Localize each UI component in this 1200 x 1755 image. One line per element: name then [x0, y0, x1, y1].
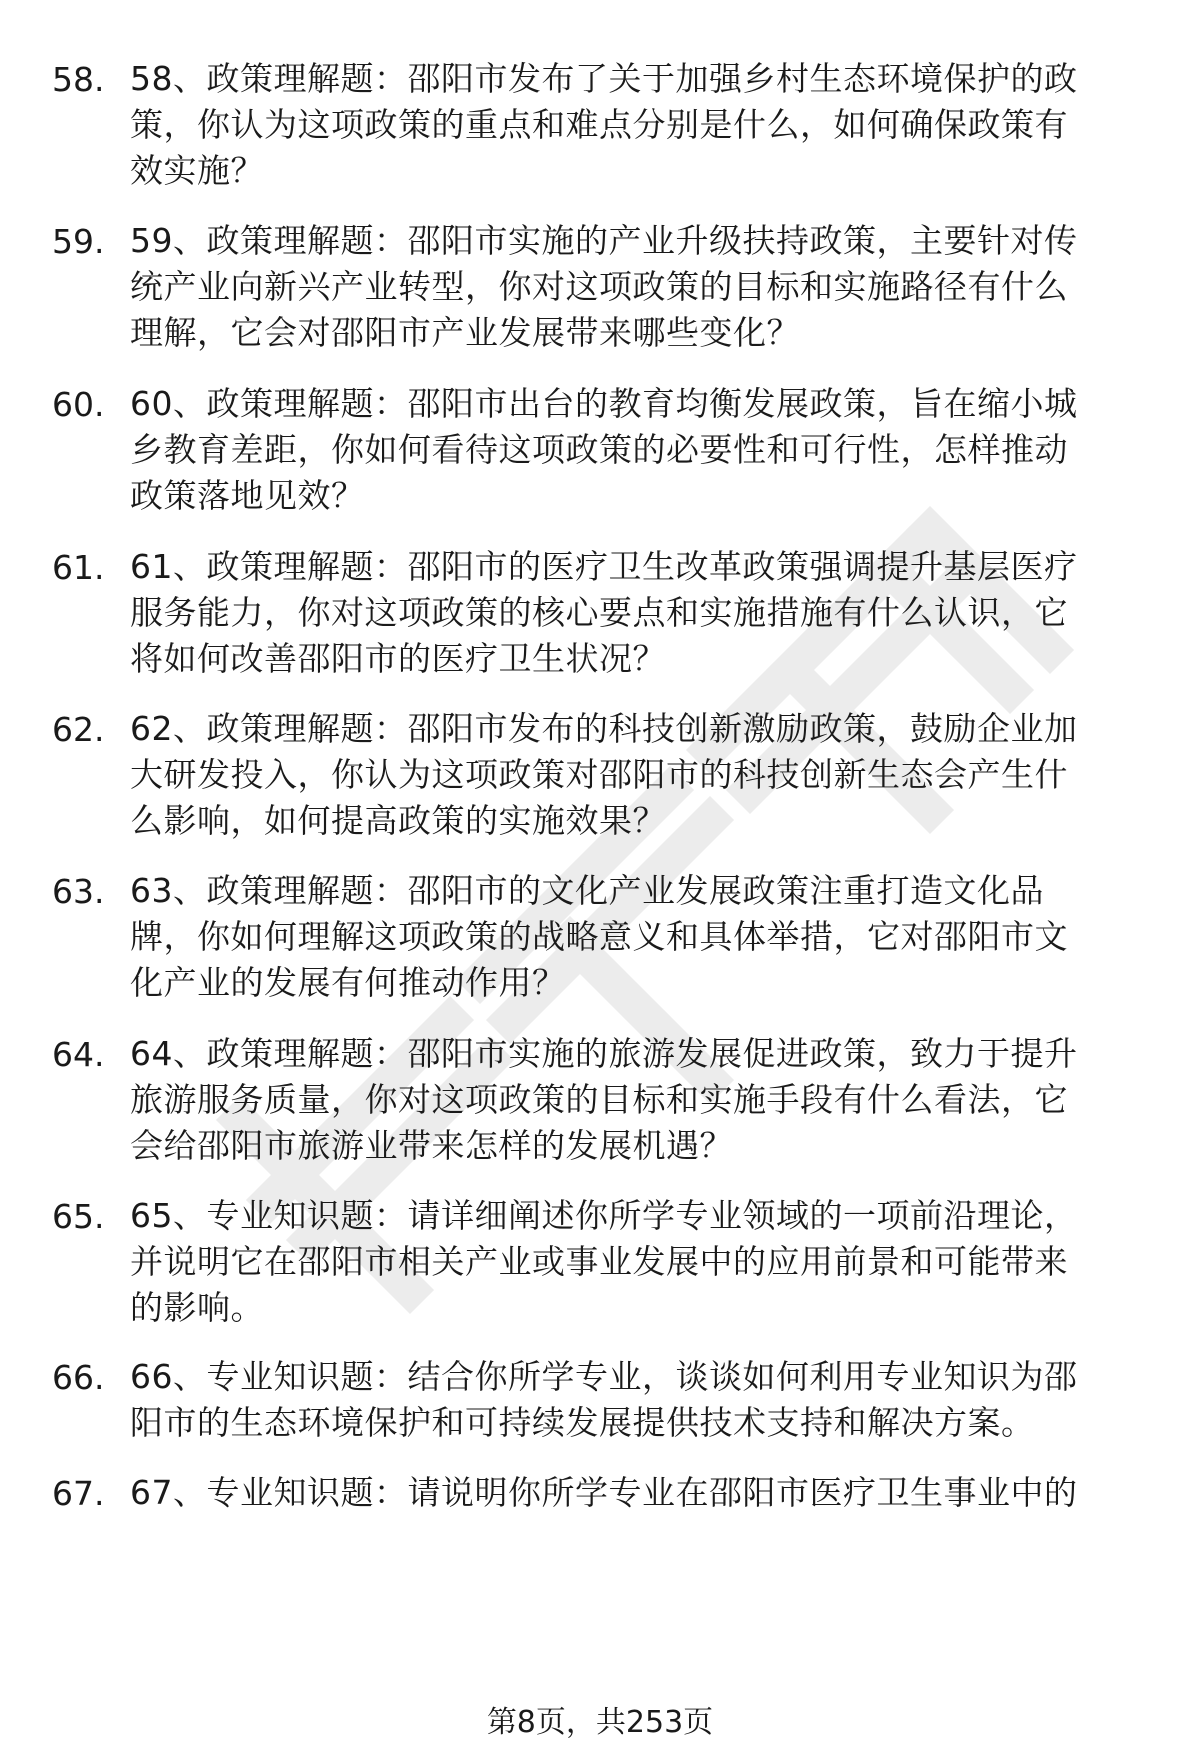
question-line: 60、政策理解题：邵阳市出台的教育均衡发展政策，旨在缩小城: [130, 384, 1078, 423]
question-text: [130, 544, 1160, 682]
question-number: 63.: [52, 872, 105, 911]
question-text: [130, 218, 1160, 356]
question-line: 化产业的发展有何推动作用？: [130, 963, 566, 1002]
question-text: [130, 1031, 1160, 1169]
question-line: 阳市的生态环境保护和可持续发展提供技术支持和解决方案。: [130, 1403, 1035, 1442]
question-line: 服务能力，你对这项政策的核心要点和实施措施有什么认识，它: [130, 593, 1068, 632]
question-line: 并说明它在邵阳市相关产业或事业发展中的应用前景和可能带来: [130, 1242, 1068, 1281]
question-number: 60.: [52, 385, 105, 424]
question-number: 62.: [52, 710, 105, 749]
question-number: 58.: [52, 60, 105, 99]
question-line: 策，你认为这项政策的重点和难点分别是什么，如何确保政策有: [130, 105, 1068, 144]
question-line: 乡教育差距，你如何看待这项政策的必要性和可行性，怎样推动: [130, 430, 1068, 469]
question-line: 64、政策理解题：邵阳市实施的旅游发展促进政策，致力于提升: [130, 1034, 1078, 1073]
question-line: 62、政策理解题：邵阳市发布的科技创新激励政策，鼓励企业加: [130, 709, 1078, 748]
question-text: [130, 1354, 1160, 1446]
question-line: 大研发投入，你认为这项政策对邵阳市的科技创新生态会产生什: [130, 755, 1068, 794]
question-line: 65、专业知识题：请详细阐述你所学专业领域的一项前沿理论，: [130, 1196, 1078, 1235]
question-number: 66.: [52, 1358, 105, 1397]
question-line: 么影响，如何提高政策的实施效果？: [130, 801, 666, 840]
question-line: 66、专业知识题：结合你所学专业，谈谈如何利用专业知识为邵: [130, 1357, 1078, 1396]
question-line: 的影响。: [130, 1288, 264, 1327]
question-number: 67.: [52, 1474, 105, 1513]
question-line: 会给邵阳市旅游业带来怎样的发展机遇？: [130, 1126, 733, 1165]
question-text: [130, 868, 1160, 1006]
question-line: 59、政策理解题：邵阳市实施的产业升级扶持政策，主要针对传: [130, 221, 1078, 260]
question-line: 理解，它会对邵阳市产业发展带来哪些变化？: [130, 313, 800, 352]
question-line: 旅游服务质量，你对这项政策的目标和实施手段有什么看法，它: [130, 1080, 1068, 1119]
question-line: 将如何改善邵阳市的医疗卫生状况？: [130, 639, 666, 678]
question-line: 政策落地见效？: [130, 476, 365, 515]
question-text: [130, 706, 1160, 844]
question-text: [130, 56, 1160, 194]
question-line: 58、政策理解题：邵阳市发布了关于加强乡村生态环境保护的政: [130, 59, 1078, 98]
page-number: 第8页，共253页: [486, 1705, 714, 1740]
question-number: 65.: [52, 1197, 105, 1236]
question-line: 61、政策理解题：邵阳市的医疗卫生改革政策强调提升基层医疗: [130, 547, 1078, 586]
question-text: [130, 1193, 1160, 1331]
question-line: 统产业向新兴产业转型，你对这项政策的目标和实施路径有什么: [130, 267, 1068, 306]
question-number: 59.: [52, 222, 105, 261]
question-text: [130, 1470, 1160, 1516]
question-line: 效实施？: [130, 151, 264, 190]
question-number: 64.: [52, 1035, 105, 1074]
question-line: 63、政策理解题：邵阳市的文化产业发展政策注重打造文化品: [130, 871, 1044, 910]
question-line: 67、专业知识题：请说明你所学专业在邵阳市医疗卫生事业中的: [130, 1473, 1078, 1512]
question-text: [130, 381, 1160, 519]
question-number: 61.: [52, 548, 105, 587]
question-line: 牌，你如何理解这项政策的战略意义和具体举措，它对邵阳市文: [130, 917, 1068, 956]
